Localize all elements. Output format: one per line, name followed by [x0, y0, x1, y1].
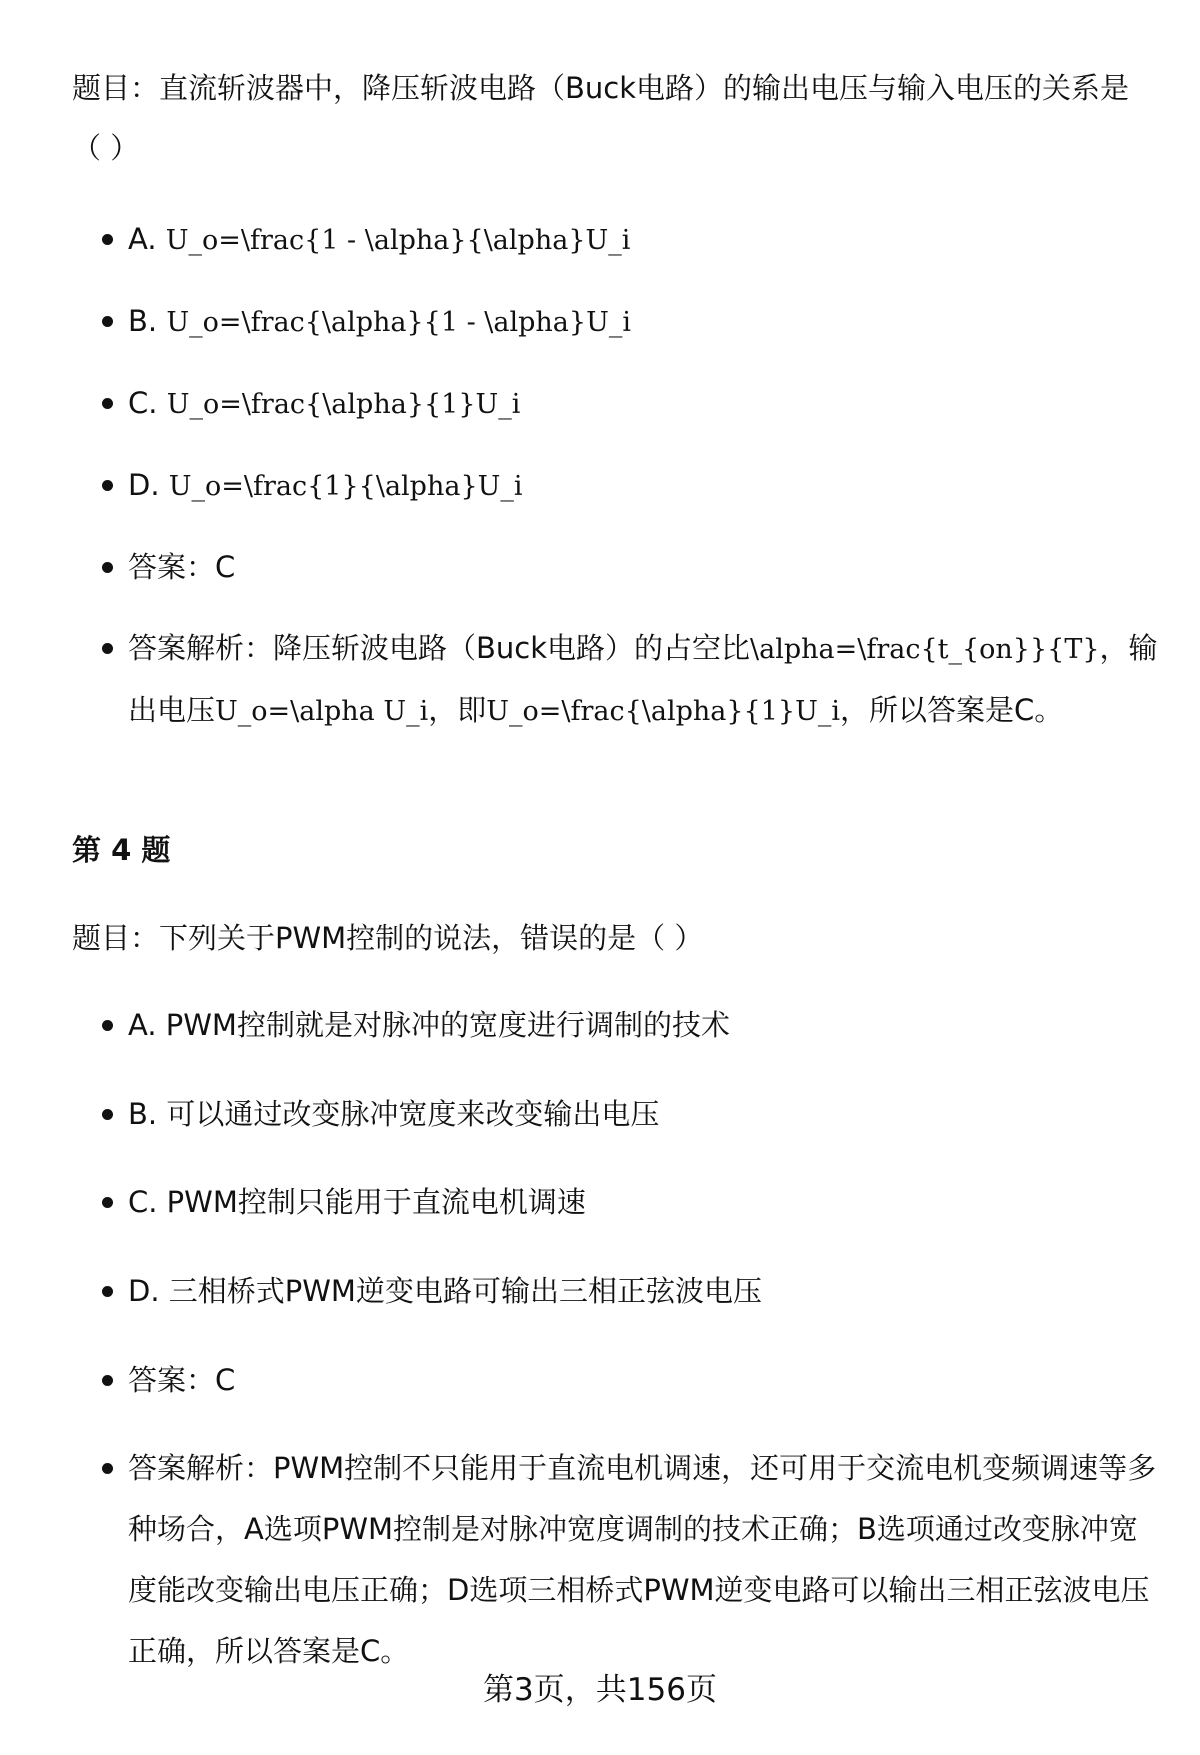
- q4-option-a: A. PWM控制就是对脉冲的宽度进行调制的技术: [128, 995, 1158, 1056]
- q4-option-b: B. 可以通过改变脉冲宽度来改变输出电压: [128, 1084, 1158, 1145]
- q3-option-b-formula: U_o=\frac{\alpha}{1 - \alpha}U_i: [166, 307, 631, 338]
- q3-option-a-label: A.: [128, 222, 166, 256]
- q3-analysis-math-1: \alpha=\frac{t_{on}}{T}: [750, 634, 1100, 665]
- q3-option-d: [128, 455, 1158, 517]
- q3-analysis-text-4: ，所以答案是C。: [839, 693, 1064, 727]
- q3-option-a: [128, 209, 1158, 271]
- q4-heading: 第 4 题: [72, 833, 171, 867]
- q4-analysis: 答案解析：PWM控制不只能用于直流电机调速，还可用于交流电机变频调速等多种场合，A选项PWM控制是对脉冲宽度调制的技术正确；B选项通过改变脉冲宽度能改变输出电压正确；D选项三相桥式PWM逆变电路可以输出三相正弦波电压正确，所以答案是C。: [128, 1438, 1158, 1682]
- page-number-footer: 第3页，共156页: [483, 1672, 717, 1708]
- q3-option-d-formula: U_o=\frac{1}{\alpha}U_i: [168, 471, 523, 502]
- q3-stem: 题目：直流斩波器中，降压斩波电路（Buck电路）的输出电压与输入电压的关系是（ ）: [72, 71, 1130, 165]
- q3-option-c-label: C.: [128, 386, 167, 420]
- q3-analysis-text-1: 答案解析：降压斩波电路（Buck电路）的占空比: [128, 631, 751, 665]
- q3-option-c: [128, 373, 1158, 435]
- q4-answer: 答案：C: [128, 1350, 1158, 1411]
- q4-option-d: D. 三相桥式PWM逆变电路可输出三相正弦波电压: [128, 1261, 1158, 1322]
- q3-option-d-label: D.: [128, 468, 169, 502]
- q3-option-c-formula: U_o=\frac{\alpha}{1}U_i: [166, 389, 521, 420]
- q3-analysis: [128, 618, 1158, 742]
- q4-option-c: C. PWM控制只能用于直流电机调速: [128, 1172, 1158, 1233]
- q3-option-b-label: B.: [128, 304, 167, 338]
- q4-stem: 题目：下列关于PWM控制的说法，错误的是（ ）: [72, 921, 704, 955]
- q3-answer: 答案：C: [128, 537, 1158, 598]
- q3-option-b: [128, 291, 1158, 353]
- q3-option-a-formula: U_o=\frac{1 - \alpha}{\alpha}U_i: [165, 225, 631, 256]
- q3-analysis-text-3: ，即: [428, 693, 487, 727]
- q3-analysis-text-2: ，输出电压: [128, 631, 1158, 727]
- q3-analysis-math-3: U_o=\frac{\alpha}{1}U_i: [486, 696, 840, 727]
- q3-analysis-math-2: U_o=\alpha U_i: [215, 696, 429, 727]
